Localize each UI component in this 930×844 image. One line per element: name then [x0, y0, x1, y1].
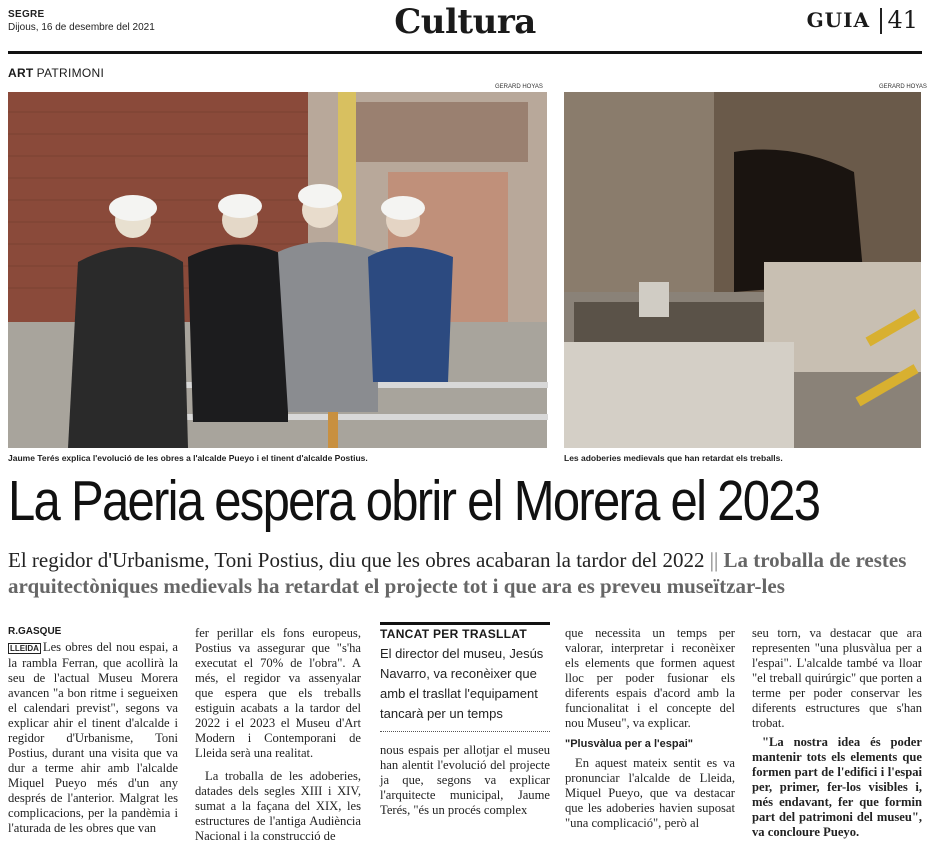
sidebar-body: El director del museu, Jesús Navarro, va reconèixer que amb el trasllat l'equipament tancarà per un temps [380, 646, 544, 721]
article-headline: La Paeria espera obrir el Morera el 2023 [8, 469, 820, 533]
kicker-primary: ART [8, 66, 34, 80]
col5-paragraph-1: seu torn, va destacar que ara representen "una plusvàlua per a l'espai". L'alcalde també va lloar "el treball quirúrgic" que porten a terme per poder conservar les diferents estructures que s'han trobat. [752, 626, 922, 730]
photo2-credit: GERARD HOYAS [879, 84, 927, 90]
page-number-divider [880, 8, 882, 34]
col1-text: Les obres del nou espai, a la rambla Ferran, que acollirà la seu de l'actual Museu Morera avancen "a bon ritme i segueixen el calendari previst", segons va explicar ahir el tinent d'alcalde i regidor d'Urbanisme, Toni Postius, durant una visita que va dur a terme ahir amb l'alcalde Miquel Pueyo més d'un any després de l'anterior. Malgrat les complicacions, per la pandèmia i l'aturada de les obres que van [8, 640, 178, 835]
photo-construction-visit [8, 92, 547, 448]
sidebar-rule [380, 622, 550, 625]
col4-paragraph-2: En aquest mateix sentit es va pronunciar l'alcalde de Lleida, Miquel Pueyo, que va destacar que les adoberies havien suposat "una complicació", però al [565, 756, 735, 830]
subhead: "Plusvàlua per a l'espai" [565, 738, 693, 750]
photo1-illustration [8, 92, 547, 448]
col5-paragraph-2: "La nostra idea és poder mantenir tots els elements que formen part de l'edifici i l'espai per, primer, fer-los visibles i, més endavant, fer que formin part del patrimoni del museu", va concloure Pueyo. [752, 735, 922, 839]
issue-date: Dijous, 16 de desembre del 2021 [8, 22, 155, 33]
photo2-caption: Les adoberies medievals que han retardat els treballs. [564, 453, 783, 463]
col2-paragraph-1: fer perillar els fons europeus, Postius va assegurar que "s'ha executat el 70% de l'obra". A més, el regidor va assenyalar que espera que els treballs estiguin acabats a la tardor del 2022 i el 2023 el Museu d'Art Modern i Contemporani de Lleida serà una realitat. [195, 626, 361, 760]
body-column-4 [565, 626, 735, 831]
col2-paragraph-2: La troballa de les adoberies, datades dels segles XIII i XIV, sumat a la façana del XIX, les estructures de l'antiga Audiència Nacional i la construcció de [195, 769, 361, 843]
article-kicker [8, 66, 104, 80]
dateline: LLEIDA [10, 644, 39, 653]
byline: R.GASQUE [8, 626, 62, 637]
article-deck [8, 547, 923, 599]
photo1-caption: Jaume Terés explica l'evolució de les obres a l'alcalde Pueyo i el tinent d'alcalde Postius. [8, 453, 368, 463]
sidebar-bottom-rule [380, 731, 550, 732]
sidebar-title: TANCAT PER TRASLLAT [380, 627, 528, 641]
kicker-secondary: PATRIMONI [36, 66, 105, 80]
photo1-credit: GERARD HOYAS [495, 84, 543, 90]
body-column-1 [8, 640, 178, 836]
col4-paragraph-1: que necessita un temps per valorar, interpretar i reconèixer els elements que formen aquest lloc per poder fusionar els diferents espais d'acord amb la funcionalitat i el concepte del nou Museu", va explicar. [565, 626, 735, 730]
body-column-3: nous espais per allotjar el museu han alentit l'evolució del projecte ja que, segons va explicar l'arquitecte municipal, Jaume Terés, "és un procés complex [380, 743, 550, 817]
deck-separator: || [709, 548, 719, 572]
deck-part1: El regidor d'Urbanisme, Toni Postius, diu que les obres acabaran la tardor del 2022 [8, 548, 705, 572]
section-title: Cultura [394, 2, 536, 42]
deck-part2: La troballa de restes arquitectòniques medievals ha retardat el projecte tot i que ara es preveu museïtzar-les [8, 548, 907, 598]
masthead-rule [8, 51, 922, 54]
body-column-5 [752, 626, 922, 840]
body-column-2 [195, 626, 361, 844]
photo-medieval-tanneries [564, 92, 921, 448]
publication-name: SEGRE [8, 9, 45, 20]
page-number: 41 [887, 6, 918, 34]
guide-label: GUIA [806, 8, 870, 32]
photo2-illustration [564, 92, 921, 448]
